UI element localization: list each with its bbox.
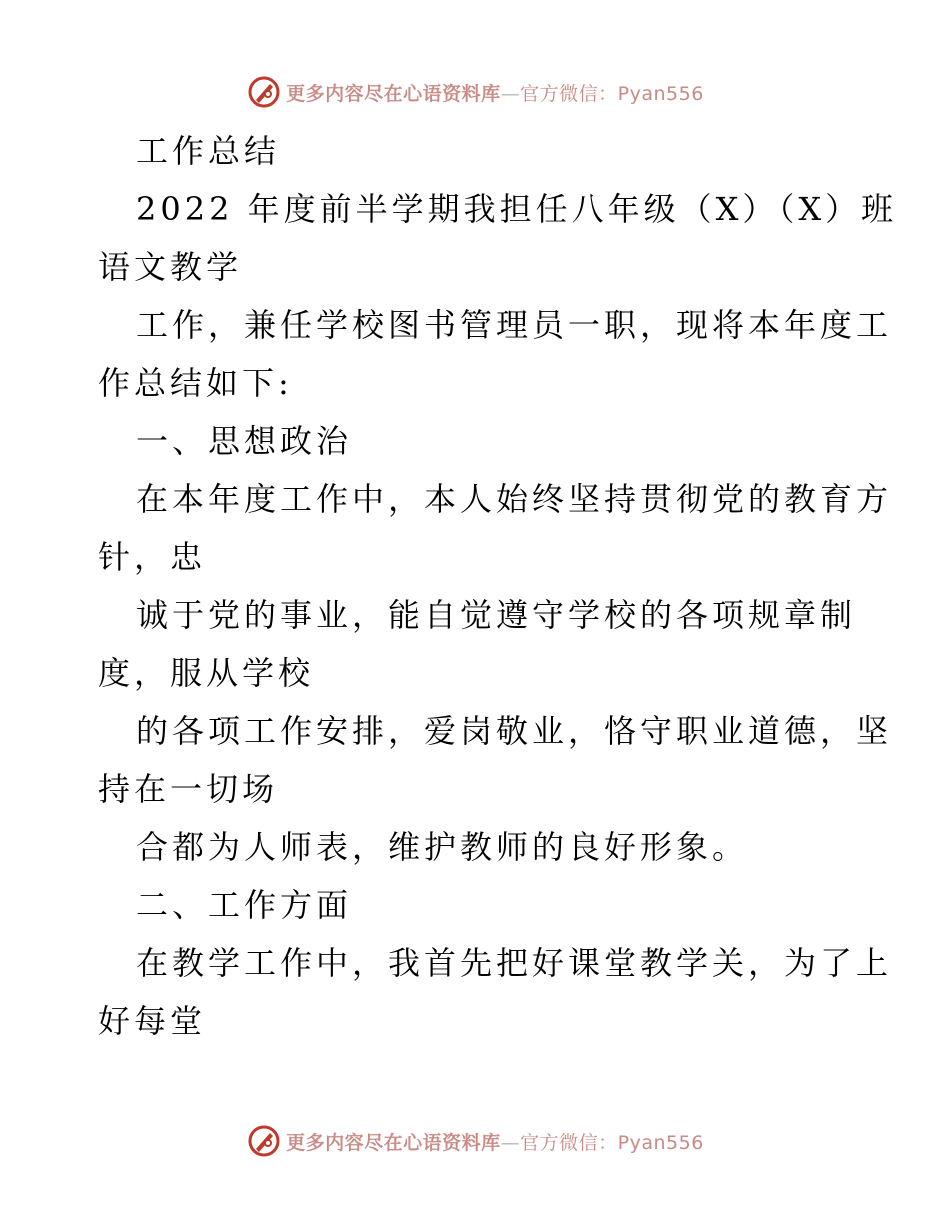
footer-banner bbox=[0, 1121, 950, 1161]
header-banner-main: 更多内容尽在心语资料库 bbox=[286, 82, 501, 105]
text-line: 二、工作方面 bbox=[136, 886, 353, 924]
footer-banner-text bbox=[286, 1128, 704, 1155]
text-line: 好每堂 bbox=[98, 1002, 207, 1040]
footer-banner-wechat: 官方微信：Pyan556 bbox=[520, 1131, 704, 1154]
text-line: 在本年度工作中，本人始终坚持贯彻党的教育方 bbox=[136, 480, 893, 518]
text-line: 在教学工作中，我首先把好课堂教学关，为了上 bbox=[136, 944, 893, 982]
text-line: 工作总结 bbox=[136, 132, 281, 170]
text-line: 2022 年度前半学期我担任八年级（X）（X）班 bbox=[136, 190, 898, 228]
text-line: 一、思想政治 bbox=[136, 422, 353, 460]
text-line: 持在一切场 bbox=[98, 770, 279, 808]
header-banner bbox=[0, 72, 950, 112]
pen-circle-logo-icon bbox=[246, 1123, 282, 1159]
text-line: 合都为人师表，维护教师的良好形象。 bbox=[136, 828, 749, 866]
document-body bbox=[98, 122, 898, 1050]
text-line: 工作，兼任学校图书管理员一职，现将本年度工 bbox=[136, 306, 893, 344]
text-line: 度，服从学校 bbox=[98, 654, 315, 692]
text-line: 针，忠 bbox=[98, 538, 207, 576]
text-line: 诚于党的事业，能自觉遵守学校的各项规章制 bbox=[136, 596, 857, 634]
header-banner-dash: — bbox=[500, 82, 521, 105]
header-banner-text bbox=[286, 79, 704, 106]
pen-circle-logo-icon bbox=[246, 74, 282, 110]
text-line: 作总结如下: bbox=[98, 364, 293, 402]
footer-banner-main: 更多内容尽在心语资料库 bbox=[286, 1131, 501, 1154]
header-banner-wechat: 官方微信：Pyan556 bbox=[520, 82, 704, 105]
footer-banner-dash: — bbox=[500, 1131, 521, 1154]
text-line: 语文教学 bbox=[98, 248, 243, 286]
text-line: 的各项工作安排，爱岗敬业，恪守职业道德，坚 bbox=[136, 712, 893, 750]
